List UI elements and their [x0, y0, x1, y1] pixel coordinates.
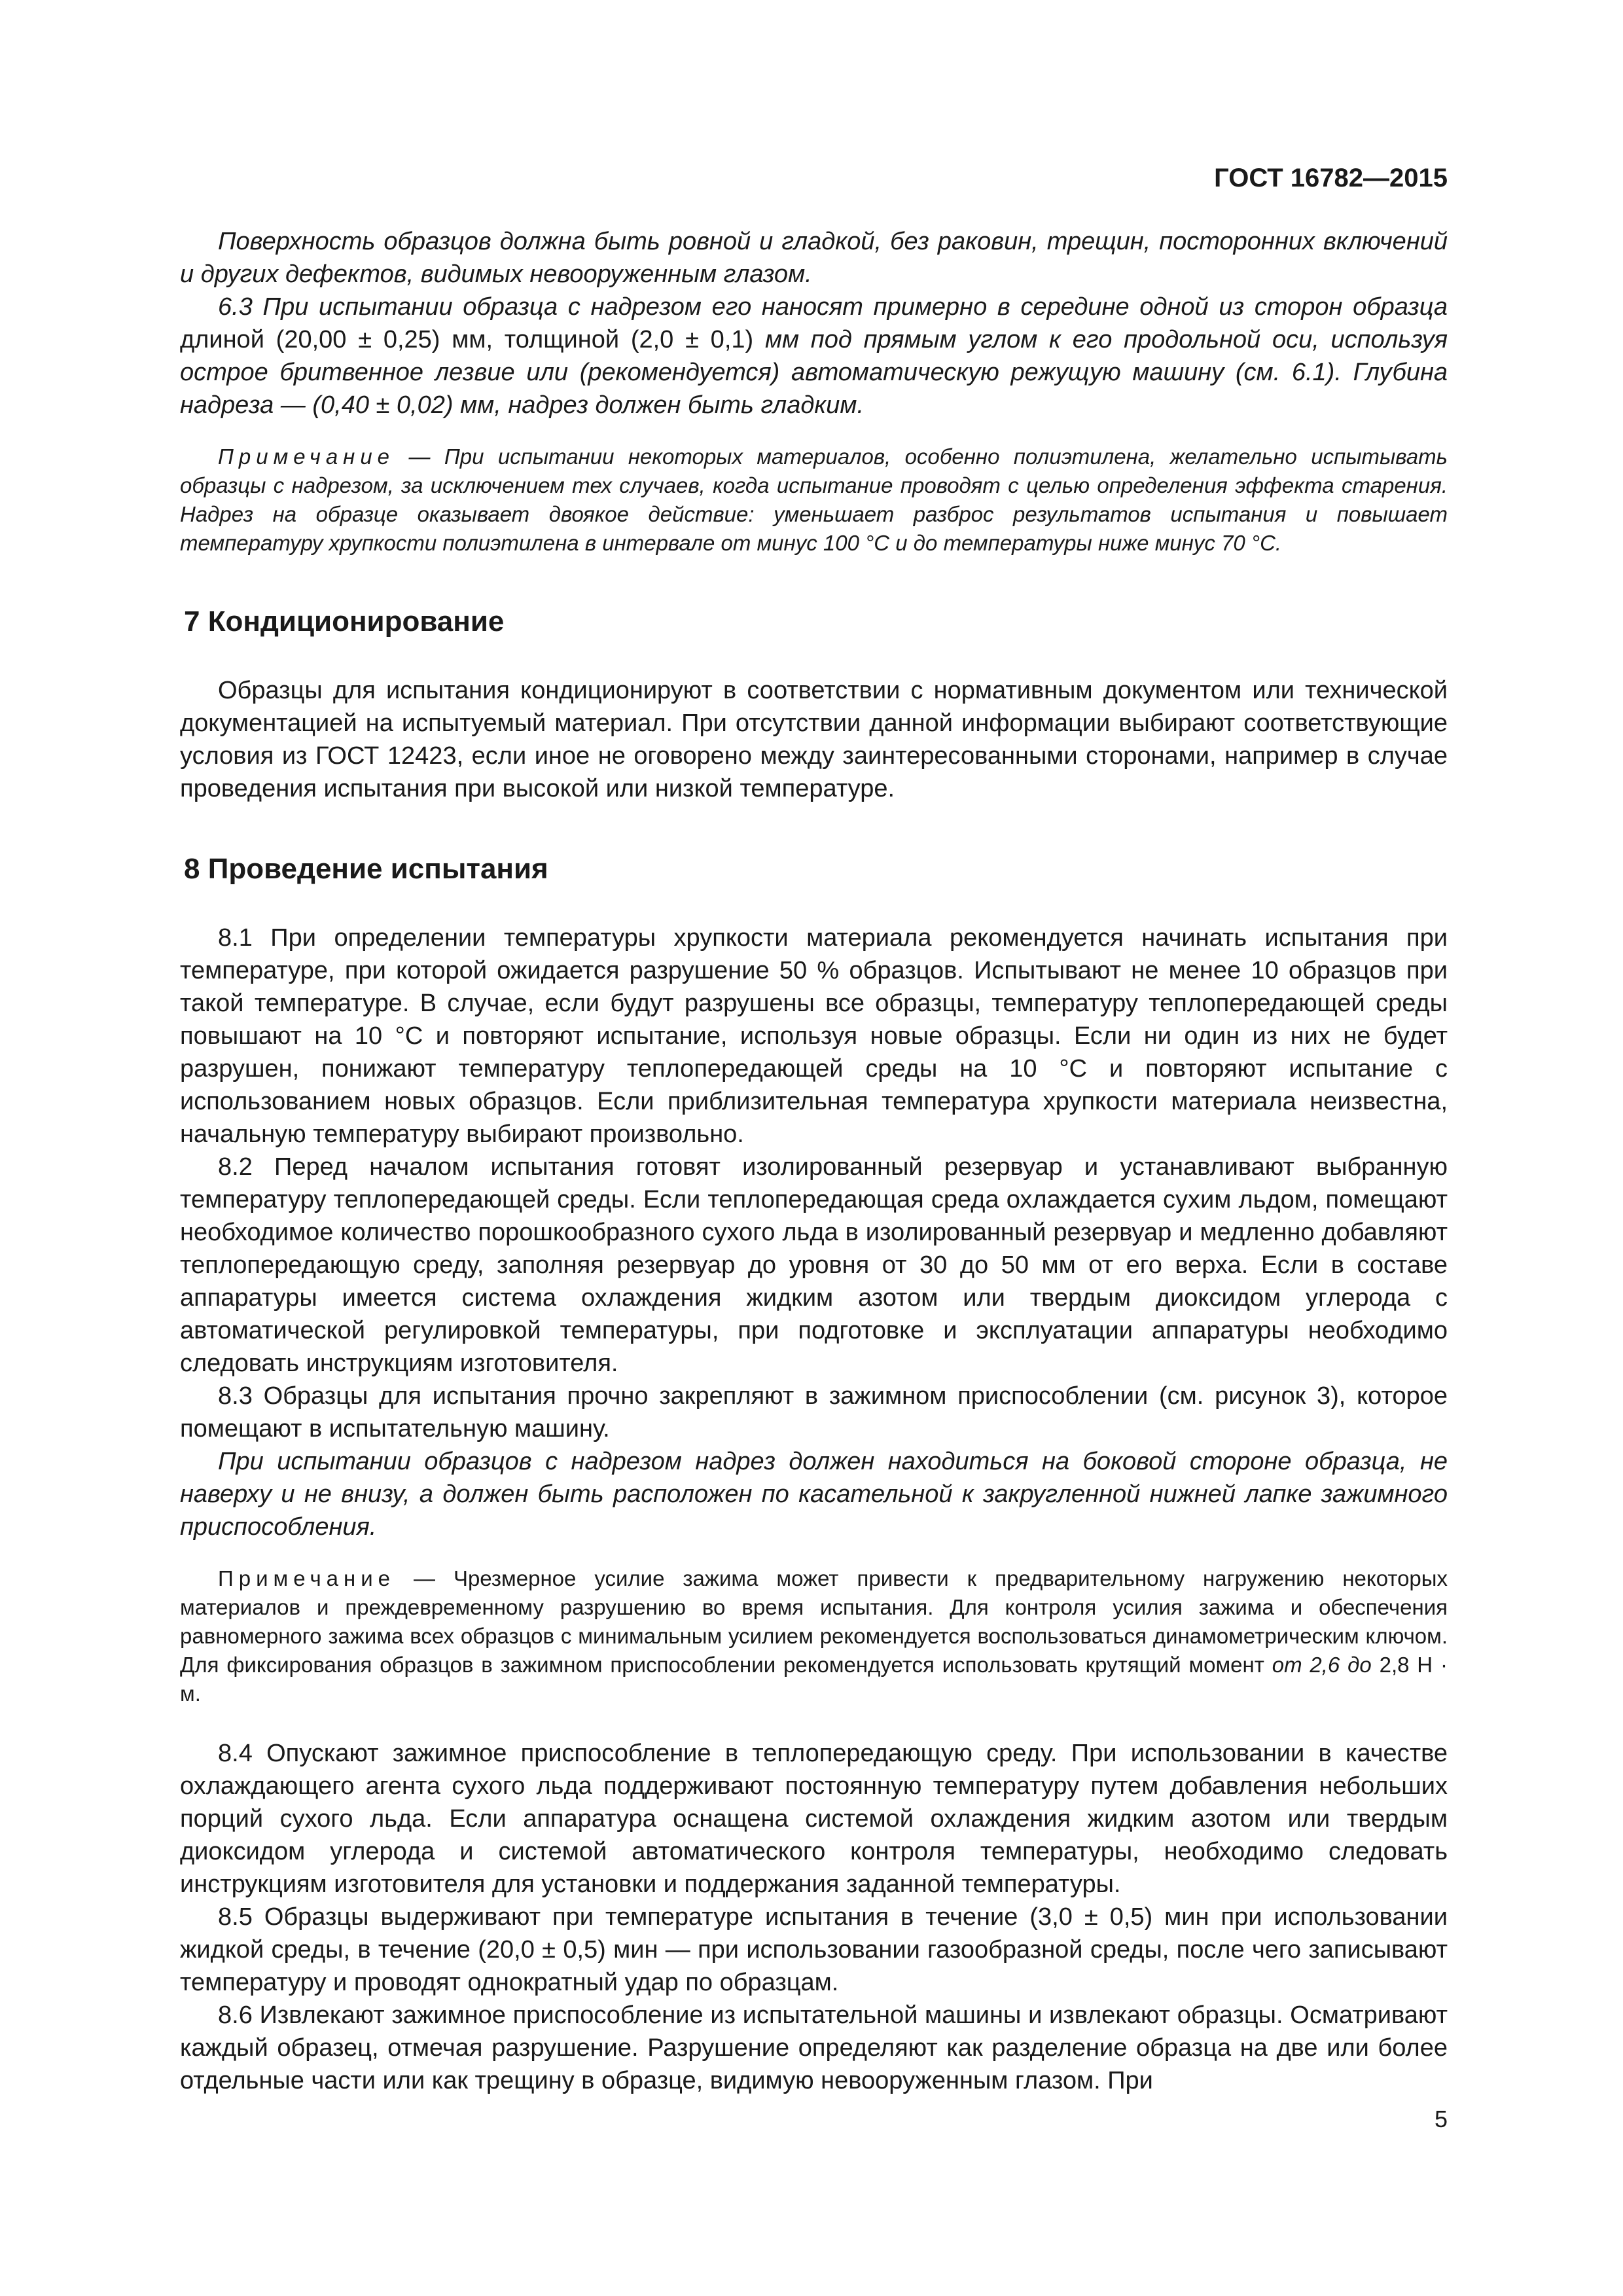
note-text: — При испытании некоторых материалов, особенно полиэтилена, желательно испытывать образцы с надрезом, за исключением тех случаев, когда испытание проводят с целью определения эффекта старения. Надрез на образце оказывает двоякое действие: уменьшает разброс результатов испытания и повышает температуру хрупкости полиэтилена в интервале от минус 100 °С и до температуры ниже минус 70 °С.: [180, 444, 1448, 555]
note-text-c: 2,8 Н · м.: [180, 1653, 1448, 1706]
clause-6-3-paragraph: [180, 291, 1448, 422]
clause-8-5-paragraph: 8.5 Образцы выдерживают при температуре испытания в течение (3,0 ± 0,5) мин при использовании жидкой среды, в течение (20,0 ± 0,5) мин — при использовании газообразной среды, после чего записывают температуру и проводят однократный удар по образцам.: [180, 1903, 1448, 1996]
note-text-b: от 2,6 до: [1272, 1653, 1372, 1677]
document-header: ГОСТ 16782—2015: [1214, 164, 1448, 192]
note-notch-effect: [180, 442, 1448, 558]
surface-requirement-paragraph: Поверхность образцов должна быть ровной и гладкой, без раковин, трещин, посторонних включений и других дефектов, видимых невооруженным глазом.: [180, 228, 1448, 288]
clause-8-1-paragraph: 8.1 При определении температуры хрупкости материала рекомендуется начинать испытания при температуре, при которой ожидается разрушение 50 % образцов. Испытывают не менее 10 образцов при такой температуре. В случае, если будут разрушены все образцы, температуру теплопередающей среды повышают на 10 °С и повторяют испытание, используя новые образцы. Если ни один из них не будет разрушен, понижают температуру теплопередающей среды на 10 °С и повторяют испытание с использованием новых образцов. Если приблизительная температура хрупкости материала неизвестна, начальную температуру выбирают произвольно.: [180, 924, 1448, 1148]
clause-8-4-paragraph: 8.4 Опускают зажимное приспособление в теплопередающую среду. При использовании в качестве охлаждающего агента сухого льда поддерживают постоянную температуру путем добавления небольших порций сухого льда. Если аппаратура оснащена системой охлаждения жидким азотом или твердым диоксидом углерода и системой автоматического контроля температуры, необходимо следовать инструкциям изготовителя для установки и поддержания заданной температуры.: [180, 1740, 1448, 1898]
page-number: 5: [1434, 2106, 1448, 2132]
section-7-title: 7 Кондиционирование: [184, 605, 505, 637]
clause-8-3-paragraph: 8.3 Образцы для испытания прочно закрепляют в зажимном приспособлении (см. рисунок 3), которое помещают в испытательную машину.: [180, 1382, 1448, 1443]
clause-6-3-part-c: мм под прямым углом к его продольной оси, используя острое бритвенное лезвие или (рекомендуется) автоматическую режущую машину (см. 6.1). Глубина надреза — (0,40 ± 0,02) мм, надрез должен быть гладким.: [180, 326, 1448, 419]
clause-8-6-paragraph: 8.6 Извлекают зажимное приспособление из испытательной машины и извлекают образцы. Осматривают каждый образец, отмечая разрушение. Разрушение определяют как разделение образца на две или более отдельные части или как трещину в образце, видимую невооруженным глазом. При: [180, 2001, 1448, 2094]
note-clamping-force: [180, 1564, 1448, 1708]
clause-8-3-notch-paragraph: При испытании образцов с надрезом надрез должен находиться на боковой стороне образца, не наверху и не внизу, а должен быть расположен по касательной к закругленной нижней лапке зажимного приспособления.: [180, 1448, 1448, 1541]
note-label: Примечание: [218, 444, 395, 469]
section-7-paragraph: Образцы для испытания кондиционируют в соответствии с нормативным документом или технической документацией на испытуемый материал. При отсутствии данной информации выбирают соответствующие условия из ГОСТ 12423, если иное не оговорено между заинтересованными сторонами, например в случае проведения испытания при высокой или низкой температуре.: [180, 677, 1448, 802]
clause-8-2-paragraph: 8.2 Перед началом испытания готовят изолированный резервуар и устанавливают выбранную температуру теплопередающей среды. Если теплопередающая среда охлаждается сухим льдом, помещают необходимое количество порошкообразного сухого льда в изолированный резервуар и медленно добавляют теплопередающую среду, заполняя резервуар до уровня от 30 до 50 мм от его верха. Если в составе аппаратуры имеется система охлаждения жидким азотом или твердым диоксидом углерода с автоматической регулировкой температуры, при подготовке и эксплуатации аппаратуры необходимо следовать инструкциям изготовителя.: [180, 1153, 1448, 1377]
note-label: Примечание: [218, 1566, 396, 1590]
note-text-a: — Чрезмерное усилие зажима может привести к предварительному нагружению некоторых материалов и преждевременному разрушению во время испытания. Для контроля усилия зажима и обеспечения равномерного зажима всех образцов с минимальным усилием рекомендуется воспользоваться динамометрическим ключом. Для фиксирования образцов в зажимном приспособлении рекомендуется использовать крутящий момент: [180, 1566, 1448, 1677]
section-8-title: 8 Проведение испытания: [184, 853, 548, 885]
clause-6-3-part-b: длиной (20,00 ± 0,25) мм, толщиной (2,0 ± 0,1): [180, 326, 765, 353]
clause-6-3-part-a: 6.3 При испытании образца с надрезом его наносят примерно в середине одной из сторон образца: [218, 293, 1448, 321]
